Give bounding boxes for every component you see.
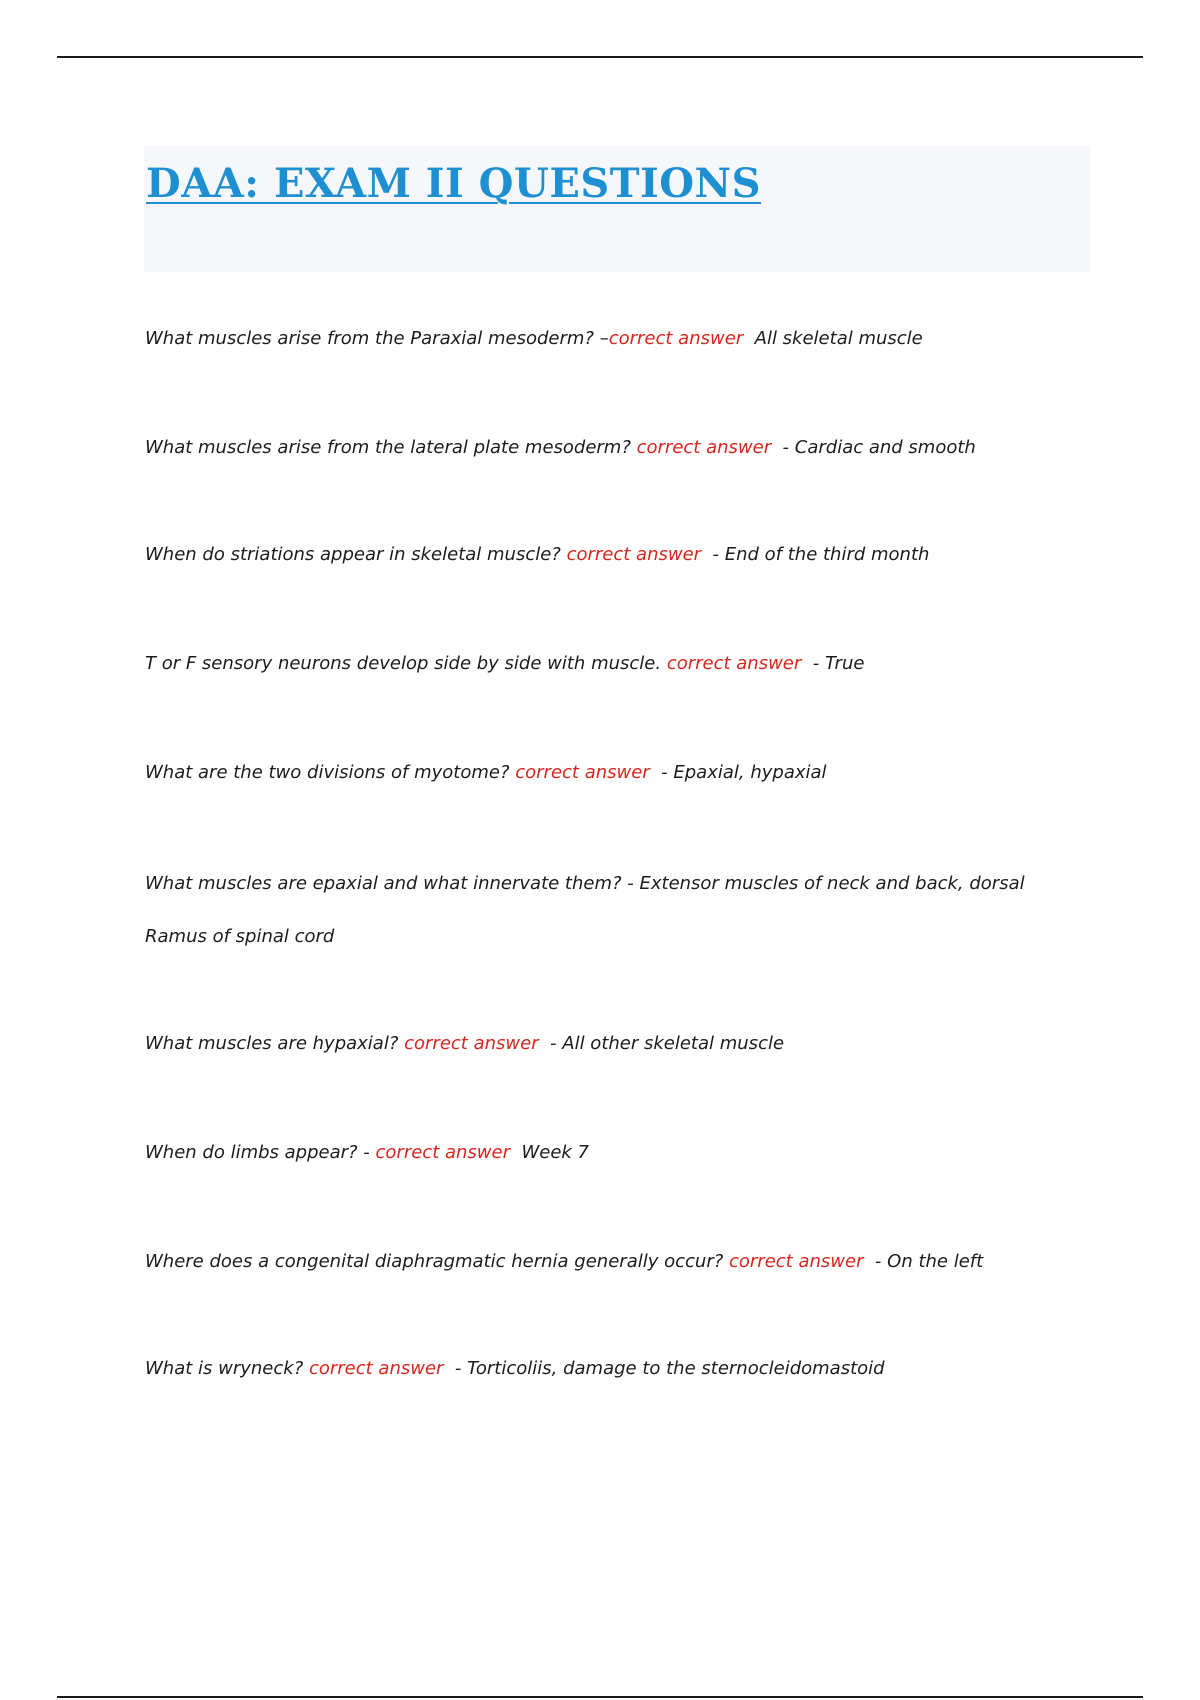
correct-answer-marker: correct answer (404, 1033, 539, 1054)
correct-answer-marker: correct answer (666, 653, 802, 674)
correct-answer-marker: correct answer (566, 544, 702, 565)
qa-item-3 (145, 544, 929, 565)
answer-text: Week 7 (510, 1142, 589, 1163)
qa-item-4 (145, 653, 864, 674)
answer-text: - All other skeletal muscle (538, 1033, 785, 1054)
correct-answer-marker: correct answer (608, 328, 744, 349)
question-text: When do limbs appear? - (145, 1142, 376, 1163)
qa-item-7 (145, 1033, 784, 1054)
question-text: Where does a congenital diaphragmatic hernia generally occur? (145, 1251, 729, 1272)
question-text: What muscles arise from the Paraxial mesoderm? – (145, 328, 609, 349)
correct-answer-marker: correct answer (515, 762, 650, 783)
answer-text: - Epaxial, hypaxial (649, 762, 827, 783)
qa-item-5 (145, 762, 827, 783)
top-rule (57, 56, 1143, 58)
qa-item-10 (145, 1358, 885, 1379)
question-text: What muscles arise from the lateral plate mesoderm? (145, 437, 637, 458)
question-text: What is wryneck? (145, 1358, 309, 1379)
answer-text: - On the left (863, 1251, 984, 1272)
correct-answer-marker: correct answer (375, 1142, 510, 1163)
qa-item-1 (145, 328, 923, 349)
answer-text: All skeletal muscle (743, 328, 923, 349)
qa-item-2 (145, 437, 976, 458)
question-text: What muscles are epaxial and what innervate them? - Extensor muscles of neck and back, dorsal Ramus of spinal cord (145, 873, 1025, 947)
title-box (144, 146, 1090, 272)
qa-item-6 (145, 857, 1085, 963)
question-text: What muscles are hypaxial? (145, 1033, 405, 1054)
question-text: T or F sensory neurons develop side by side with muscle. (145, 653, 667, 674)
document-title: DAA: EXAM II QUESTIONS (146, 160, 762, 207)
correct-answer-marker: correct answer (308, 1358, 444, 1379)
qa-item-9 (145, 1251, 983, 1272)
bottom-rule (57, 1696, 1143, 1698)
correct-answer-marker: correct answer (636, 437, 772, 458)
answer-text: - Cardiac and smooth (771, 437, 976, 458)
correct-answer-marker: correct answer (729, 1251, 864, 1272)
answer-text: - End of the third month (701, 544, 930, 565)
qa-item-8 (145, 1142, 589, 1163)
answer-text: - Torticoliis, damage to the sternocleidomastoid (443, 1358, 885, 1379)
question-text: What are the two divisions of myotome? (145, 762, 516, 783)
answer-text: - True (801, 653, 865, 674)
question-text: When do striations appear in skeletal muscle? (145, 544, 567, 565)
